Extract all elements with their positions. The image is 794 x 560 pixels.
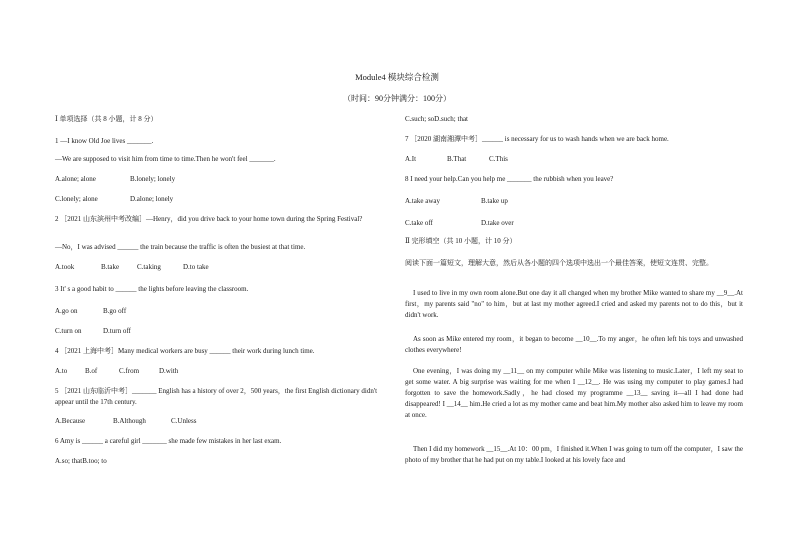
- q1-option-a: A.alone; alone: [55, 175, 96, 183]
- q2-option-a: A.took: [55, 263, 75, 271]
- q4-options: [55, 366, 395, 386]
- section2-title: Ⅱ 完形填空（共 10 小题，计 10 分）: [405, 237, 517, 245]
- q7-text: 7 ［2020 湖南湘潭中考］______ is necessary for us to wash hands when we are back home.: [405, 135, 669, 143]
- q7-option-b: B.That: [447, 155, 467, 163]
- q3-options-row1: [55, 306, 395, 326]
- q3-option-b: B.go off: [103, 307, 127, 315]
- q4-text: 4 ［2021 上海中考］Many medical workers are busy ______ their work during lunch time.: [55, 347, 315, 355]
- q4-option-c: C.from: [119, 367, 140, 375]
- q1-line1: 1 —I know Old Joe lives _______.: [55, 137, 154, 145]
- q7-option-c: C.This: [489, 155, 508, 163]
- section1-title: Ⅰ 单项选择（共 8 小题，计 8 分）: [55, 115, 158, 123]
- q2-option-c: C.taking: [137, 263, 161, 271]
- q7-option-a: A.It: [405, 155, 417, 163]
- cloze-paragraph-3: One evening，I was doing my __11__ on my computer while Mike was listening to music.Later，I left my seat to get some water. A big surprise was waiting for me when I __12__. He was using my computer to play games.I had forgotten to save the homework.Sadly，he had closed my programme __13__ saving it—all I had done had disappeared! I __14__ him.He cried a lot as my mother came and beat him.My mother also asked him to leave my room at once.: [405, 367, 743, 419]
- q1-line2: —We are supposed to visit him from time to time.Then he won't feel _______.: [55, 155, 276, 163]
- q3-option-a: A.go on: [55, 307, 78, 315]
- q5-option-a: A.Because: [55, 417, 86, 425]
- q6-text: 6 Amy is ______ a careful girl _______ she made few mistakes in her last exam.: [55, 437, 282, 445]
- q2-options: [55, 262, 395, 284]
- q2-text: 2 ［2021 山东滨州中考改编］—Henry，did you drive back to your home town during the Spring Festival?: [55, 215, 363, 223]
- q5-text: 5 ［2021 山东临沂中考］_______ English has a history of over 2，500 years，the first English dictionary didn't appear until the 17th century.: [55, 387, 378, 406]
- cloze-paragraph-1: I used to live in my own room alone.But one day it all changed when my brother Mike wanted to share my __9__.At first，my parents said "no" to him，but at last my mother agreed.I cried and asked my parents not to do this，but it didn't work.: [405, 289, 743, 319]
- q1-option-b: B.lonely; lonely: [130, 175, 176, 183]
- page-subtitle: （时间：90分钟满分：100分）: [343, 94, 451, 103]
- q1-option-d: D.alone; lonely: [130, 195, 174, 203]
- cloze-paragraph-4: Then I did my homework __15__.At 10：00 pm，I finished it.When I was going to turn off the computer，I saw the photo of my brother that he had put on my table.I looked at his lovely face and: [405, 445, 743, 464]
- q7-options: [405, 154, 743, 174]
- left-column: [55, 114, 395, 470]
- q4-option-a: A.to: [55, 367, 68, 375]
- cloze-paragraph-2: As soon as Mike entered my room，it began to become __10__.To my anger，he often left his toys and unwashed clothes everywhere!: [405, 335, 743, 354]
- q5-option-c: C.Unless: [171, 417, 197, 425]
- q3-option-d: D.turn off: [103, 327, 131, 335]
- q5-options: [55, 416, 395, 436]
- q8-text: 8 I need your help.Can you help me _______ the rubbish when you leave?: [405, 175, 614, 183]
- q8-options-row1: [405, 196, 743, 218]
- q3-text: 3 It' s a good habit to ______ the lights before leaving the classroom.: [55, 285, 249, 293]
- q8-option-b: B.take up: [481, 197, 508, 205]
- q8-options-row2: [405, 218, 743, 236]
- q8-option-a: A.take away: [405, 197, 440, 205]
- right-column: [405, 114, 743, 466]
- q8-option-d: D.take over: [481, 219, 514, 227]
- q2-line2: —No，I was advised ______ the train because the traffic is often the busiest at that time.: [55, 243, 306, 251]
- q8-option-c: C.take off: [405, 219, 433, 227]
- q3-options-row2: [55, 326, 395, 346]
- page-title: Module4 模块综合检测: [355, 72, 439, 82]
- q2-option-b: B.take: [101, 263, 120, 271]
- q4-option-b: B.of: [85, 367, 98, 375]
- q1-options-row2: [55, 194, 395, 214]
- q3-option-c: C.turn on: [55, 327, 82, 335]
- q4-option-d: D.with: [159, 367, 179, 375]
- q2-option-d: D.to take: [183, 263, 209, 271]
- q5-option-b: B.Although: [113, 417, 146, 425]
- q1-options-row1: [55, 174, 395, 194]
- q1-option-c: C.lonely; alone: [55, 195, 98, 203]
- q6-options-ab: A.so; thatB.too; to: [55, 457, 107, 465]
- q6-options-cd: C.such; soD.such; that: [405, 115, 468, 123]
- cloze-instruction: 阅读下面一篇短文，理解大意，然后从各小题的四个选项中选出一个最佳答案，使短文连贯、完整。: [405, 259, 713, 267]
